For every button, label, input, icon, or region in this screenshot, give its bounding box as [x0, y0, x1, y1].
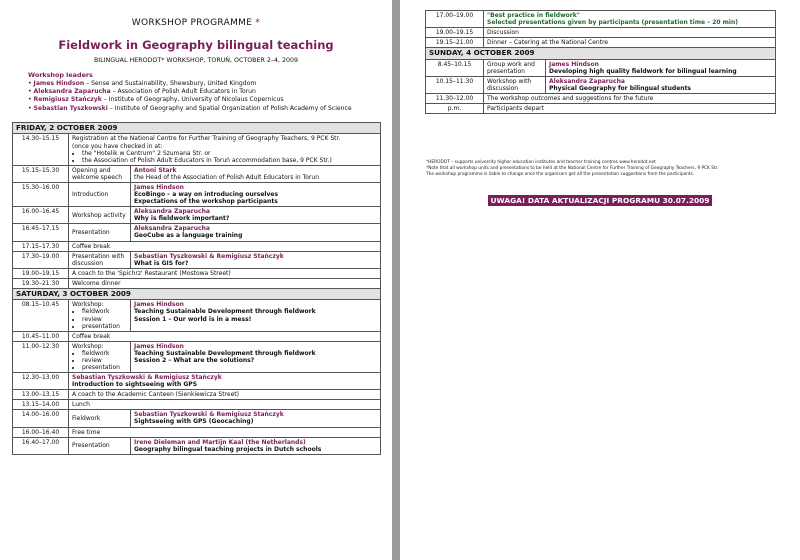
leader-item: • Remigiusz Stańczyk – Institute of Geography, University of Nicolaus Copernicus [28, 96, 284, 104]
session-subtitle: Selected presentations given by participants (presentation time – 20 min) [487, 19, 738, 27]
list-item: • the Association of Polish Adult Educators in Toruń accommodation base, 9 PCK Str.) [82, 157, 377, 164]
leader-name: Aleksandra Zaparucha [33, 88, 111, 96]
page-subtitle: BILINGUAL HERODOT* WORKSHOP, TORUŃ, OCTOBER 2–4, 2009 [93, 57, 299, 64]
time-cell: 19.00–19.15 [13, 268, 69, 278]
update-notice-text: UWAGA! DATA AKTUALIZACJI PROGRAMU 30.07.2009 [488, 195, 713, 206]
list-item: • review [82, 357, 127, 364]
time-cell: 16.00–16.45 [13, 207, 69, 224]
day-heading-sunday: SUNDAY, 4 OCTOBER 2009 [426, 48, 776, 59]
table-row [426, 11, 776, 28]
table-row [13, 341, 381, 372]
workshop-programme-label: WORKSHOP PROGRAMME [131, 18, 253, 28]
document-page-right [400, 0, 800, 560]
time-cell: 19.15–21.00 [426, 38, 484, 48]
list-item: • presentation [82, 364, 127, 371]
detail-cell [484, 11, 776, 28]
list-item: • fieldwork [82, 350, 127, 357]
time-cell: 10.15–11.30 [426, 76, 484, 93]
table-row [13, 390, 381, 400]
activity-cell: Coffee break [69, 241, 381, 251]
presenter-name: James Hindson [134, 342, 184, 350]
table-row [13, 182, 381, 206]
presenter-name: Sebastian Tyszkowski & Remigiusz Stańczyk [72, 374, 222, 382]
time-cell: 15.30–16.00 [13, 182, 69, 206]
session-title: Session 2 – What are the solutions? [134, 356, 255, 364]
session-title: Developing high quality fieldwork for bilingual learning [549, 67, 737, 75]
session-title: Physical Geography for bilingual students [549, 85, 692, 93]
session-title: EcoBingo – a way on introducing ourselves [134, 191, 279, 199]
leader-item: • Aleksandra Zaparucha – Association of Polish Adult Educators in Torun [28, 88, 256, 96]
time-cell: 17.30–19.00 [13, 251, 69, 268]
table-row [13, 165, 381, 182]
type-cell: Fieldwork [69, 410, 131, 427]
presenter-name: James Hindson [549, 60, 599, 68]
leader-affiliation: – Institute of Geography and Spatial Organization of Polish Academy of Science [107, 104, 352, 112]
workshop-leaders [28, 71, 378, 113]
activity-cell: Free time [69, 427, 381, 437]
presenter-name: Aleksandra Zaparucha [134, 208, 210, 216]
time-cell: 12.30–13.00 [13, 373, 69, 390]
detail-cell [131, 207, 381, 224]
time-cell: 14.00–16.00 [13, 410, 69, 427]
session-title: Geography bilingual teaching projects in Dutch schools [134, 445, 322, 453]
presenter-name: Antoni Stark [134, 166, 177, 174]
session-title: Teaching Sustainable Development through fieldwork [134, 349, 316, 357]
workshop-list [72, 350, 127, 371]
leader-affiliation: – Sense and Sustainability, Shewsbury, United Kingdom [84, 80, 257, 87]
list-item: • fieldwork [82, 308, 127, 315]
presenter-name: Irene Dieleman and Martijn Kaal (the Netherlands) [134, 438, 306, 446]
time-cell: 16.45–17.15 [13, 224, 69, 241]
time-cell: p.m. [426, 104, 484, 114]
type-cell: Workshop with discussion [484, 76, 546, 93]
type-cell [69, 341, 131, 372]
activity-subtext: (once you have checked in at: [72, 142, 163, 150]
type-cell: Presentation [69, 224, 131, 241]
time-cell: 17.00–19.00 [426, 11, 484, 28]
table-row [13, 427, 381, 437]
table-row [13, 437, 381, 454]
activity-cell: Dinner – Catering at the National Centre [484, 38, 776, 48]
session-title: Introduction to sightseeing with GPS [72, 381, 198, 389]
detail-cell [131, 182, 381, 206]
leader-item: • James Hindson – Sense and Sustainability, Shewsbury, United Kingdom [28, 80, 257, 87]
leader-affiliation: – Association of Polish Adult Educators in Torun [110, 88, 256, 96]
list-item: • the "Hotelik w Centrum" 2 Szumana Str. or [82, 150, 377, 157]
presenter-name: James Hindson [134, 301, 184, 309]
table-row [13, 251, 381, 268]
session-title: Teaching Sustainable Development through fieldwork [134, 308, 316, 316]
time-cell: 11.30–12.00 [426, 94, 484, 104]
time-cell: 08.15–10.45 [13, 300, 69, 331]
detail-cell [546, 59, 776, 76]
workshop-programme-heading [0, 18, 392, 28]
session-title: Expectations of the workshop participants [134, 198, 278, 206]
table-row [13, 400, 381, 410]
detail-cell [131, 224, 381, 241]
detail-cell [131, 251, 381, 268]
type-cell: Introduction [69, 182, 131, 206]
time-cell: 8.45–10.15 [426, 59, 484, 76]
session-title: Why is fieldwork important? [134, 215, 230, 223]
table-row [13, 134, 381, 165]
footnote-text: Note that all workshop units and presentations to be held at the National Centre for Further Training of Geography Teachers, 9 PCK Str. [428, 166, 719, 171]
day-header-row [13, 123, 381, 134]
activity-cell [69, 134, 381, 165]
time-cell: 19.30–21.30 [13, 278, 69, 288]
leader-name: James Hindson [33, 80, 85, 87]
update-notice [400, 188, 800, 207]
footnote-star: * [426, 160, 429, 165]
table-row [426, 94, 776, 104]
activity-cell: A coach to the Academic Canteen (Sienkiewicza Street) [69, 390, 381, 400]
type-cell: Group work and presentation [484, 59, 546, 76]
detail-cell [546, 76, 776, 93]
table-row [426, 59, 776, 76]
list-item: • review [82, 316, 127, 323]
table-row [13, 410, 381, 427]
activity-cell: Coffee break [69, 331, 381, 341]
day-header-row [426, 48, 776, 59]
table-row [426, 28, 776, 38]
type-cell: Presentation [69, 437, 131, 454]
type-cell: Presentation with discussion [69, 251, 131, 268]
activity-cell: Welcome dinner [69, 278, 381, 288]
detail-cell [131, 165, 381, 182]
leader-name: Remigiusz Stańczyk [33, 96, 102, 104]
detail-cell [131, 437, 381, 454]
table-row [426, 76, 776, 93]
document-page-left [0, 0, 392, 560]
presenter-name: Aleksandra Zaparucha [549, 77, 625, 85]
session-title: Sightseeing with GPS (Geocaching) [134, 418, 254, 426]
list-item: • presentation [82, 323, 127, 330]
session-title: "Best practice in fieldwork" [487, 12, 580, 19]
workshop-list [72, 308, 127, 329]
type-cell [69, 300, 131, 331]
detail-cell [131, 341, 381, 372]
time-cell: 10.45–11.00 [13, 331, 69, 341]
time-cell: 14.30–15.15 [13, 134, 69, 165]
table-row [426, 38, 776, 48]
detail-cell [131, 300, 381, 331]
footnote-text: HERODOT – supports university higher education institutes and teacher training centres www.herodot.net [428, 160, 656, 165]
session-title: Session 1 – Our world is in a mess! [134, 315, 252, 323]
activity-text: Registration at the National Centre for Further Training of Geography Teachers, 9 PCK Str. [72, 135, 341, 143]
workshop-label: Workshop: [72, 342, 104, 350]
table-row [13, 278, 381, 288]
activity-cell: Lunch [69, 400, 381, 410]
leader-item: • Sebastian Tyszkowski – Institute of Geography and Spatial Organization of Polish Academy of Science [28, 104, 352, 112]
footnote-star: * [426, 166, 429, 171]
time-cell: 16.40–17.00 [13, 437, 69, 454]
type-cell: Workshop activity [69, 207, 131, 224]
time-cell: 19.00–19.15 [426, 28, 484, 38]
presenter-name: James Hindson [134, 183, 184, 191]
detail-cell [131, 410, 381, 427]
footnote-text: The workshop programme is liable to change once the organisers get all the presentation suggestions from the participants. [426, 172, 695, 177]
page-title: Fieldwork in Geography bilingual teaching [58, 38, 334, 52]
leaders-heading: Workshop leaders [28, 71, 93, 79]
leader-name: Sebastian Tyszkowski [33, 104, 108, 112]
table-row [13, 268, 381, 278]
day-header-row [13, 288, 381, 299]
detail-cell [69, 373, 381, 390]
table-row [13, 373, 381, 390]
footnote-star: * [255, 18, 261, 28]
session-title: GeoCube as a language training [134, 232, 243, 240]
accommodation-list [72, 150, 377, 164]
page-gap [392, 0, 400, 560]
table-row [426, 104, 776, 114]
activity-cell: Discussion [484, 28, 776, 38]
time-cell: 17.15–17.30 [13, 241, 69, 251]
footnote [426, 172, 694, 178]
schedule-table-left [12, 122, 381, 455]
time-cell: 13.00–13.15 [13, 390, 69, 400]
schedule-table-right [425, 10, 776, 114]
time-cell: 15.15–15.30 [13, 165, 69, 182]
activity-cell: Participants depart [484, 104, 776, 114]
presenter-name: Sebastian Tyszkowski & Remigiusz Stańczyk [134, 411, 284, 419]
session-title: the Head of the Association of Polish Adult Educators in Torun [134, 173, 320, 181]
time-cell: 13.15–14.00 [13, 400, 69, 410]
table-row [13, 207, 381, 224]
day-heading-friday: FRIDAY, 2 OCTOBER 2009 [13, 123, 381, 134]
table-row [13, 224, 381, 241]
time-cell: 11.00–12.30 [13, 341, 69, 372]
activity-cell: The workshop outcomes and suggestions for the future [484, 94, 776, 104]
time-cell: 16.00–16.40 [13, 427, 69, 437]
presenter-name: Aleksandra Zaparucha [134, 225, 210, 233]
workshop-label: Workshop: [72, 301, 104, 309]
session-title: What is GIS for? [134, 259, 189, 267]
table-row [13, 331, 381, 341]
type-cell: Opening and welcome speech [69, 165, 131, 182]
day-heading-saturday: SATURDAY, 3 OCTOBER 2009 [13, 288, 381, 299]
table-row [13, 300, 381, 331]
activity-cell: A coach to the 'Spichrz' Restaurant (Mostowa Street) [69, 268, 381, 278]
table-row [13, 241, 381, 251]
presenter-name: Sebastian Tyszkowski & Remigiusz Stańczyk [134, 252, 284, 260]
leader-affiliation: – Institute of Geography, University of Nicolaus Copernicus [101, 96, 284, 104]
